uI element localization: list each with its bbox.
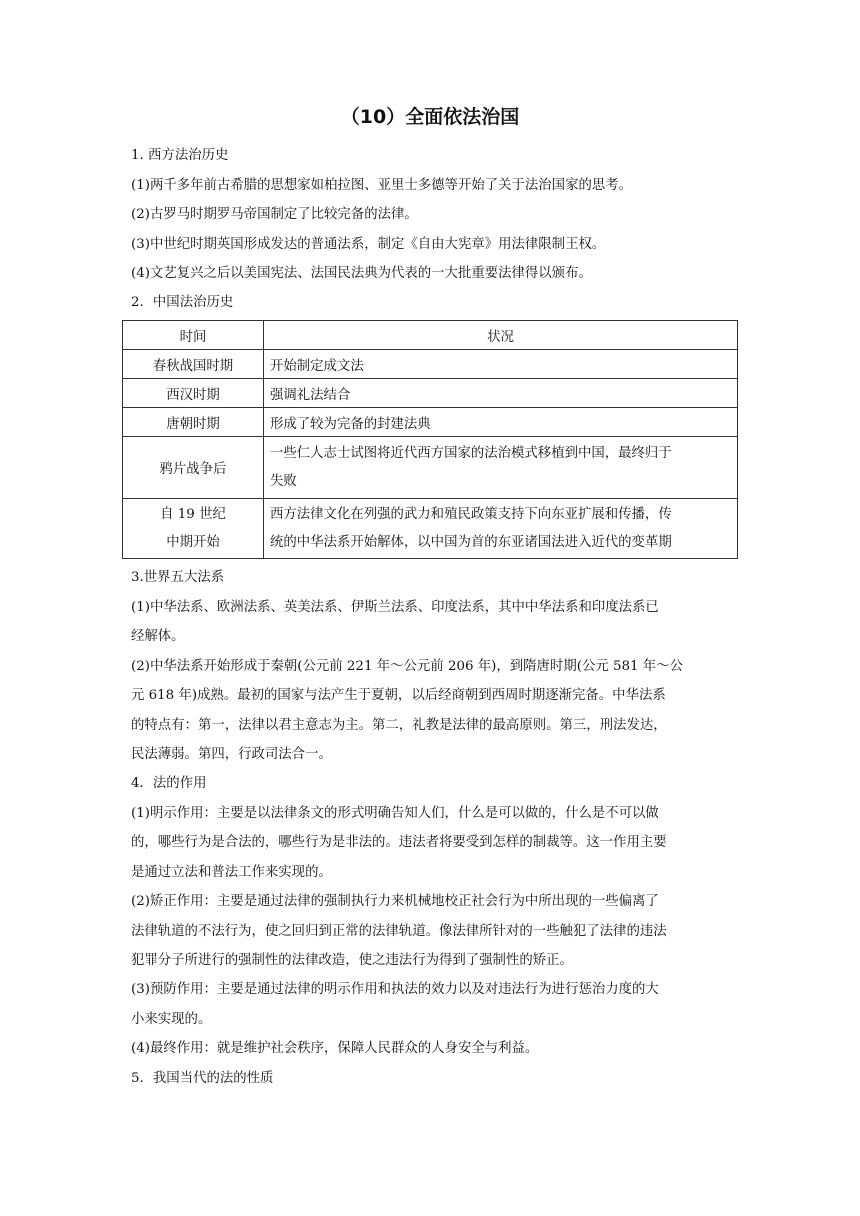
table-cell-time [123, 499, 264, 559]
section-4-line-9: (4)最终作用：就是维护社会秩序，保障人民群众的人身安全与利益。 [131, 1041, 539, 1056]
section-1-item-4: (4)文艺复兴之后以美国宪法、法国民法典为代表的一大批重要法律得以颁布。 [131, 266, 592, 281]
table-row [123, 408, 738, 437]
section-4-line-3: 是通过立法和普法工作来实现的。 [131, 865, 332, 880]
table-row [123, 437, 738, 499]
table-header-status: 状况 [264, 321, 738, 350]
section-1-item-2: (2)古罗马时期罗马帝国制定了比较完备的法律。 [131, 207, 418, 222]
section-3-line-3: (2)中华法系开始形成于秦朝(公元前 221 年～公元前 206 年)，到隋唐时期(公元 581 年～公 [131, 659, 683, 674]
table-cell-time: 春秋战国时期 [123, 350, 264, 379]
table-cell-status [264, 499, 738, 559]
table-header-time: 时间 [123, 321, 264, 350]
section-3-line-5: 的特点有：第一，法律以君主意志为主。第二，礼教是法律的最高原则。第三，刑法发达， [131, 718, 667, 733]
section-3-line-4: 元 618 年)成熟。最初的国家与法产生于夏朝，以后经商朝到西周时期逐渐完备。中华法系 [131, 688, 666, 703]
table-row [123, 350, 738, 379]
table-cell-status: 开始制定成文法 [264, 350, 738, 379]
table-cell-status [264, 437, 738, 499]
section-1-item-3: (3)中世纪时期英国形成发达的普通法系，制定《自由大宪章》用法律限制王权。 [131, 237, 606, 252]
section-4-line-7: (3)预防作用：主要是通过法律的明示作用和执法的效力以及对违法行为进行惩治力度的大 [131, 982, 659, 997]
table-cell-status-line: 西方法律文化在列强的武力和殖民政策支持下向东亚扩展和传播，传 [270, 506, 672, 522]
table-cell-status: 形成了较为完备的封建法典 [264, 408, 738, 437]
table-cell-time: 鸦片战争后 [123, 437, 264, 499]
table-cell-status-line: 一些仁人志士试图将近代西方国家的法治模式移植到中国，最终归于 [270, 445, 672, 461]
document-title: （10）全面依法治国 [340, 106, 520, 128]
table-cell-status: 强调礼法结合 [264, 379, 738, 408]
section-5-heading: 5．我国当代的法的性质 [131, 1071, 274, 1086]
section-1-heading: 1. 西方法治历史 [131, 148, 229, 163]
section-4-heading: 4．法的作用 [131, 776, 207, 791]
table-cell-status-line: 失败 [270, 473, 297, 489]
section-3-line-2: 经解体。 [131, 629, 185, 644]
section-3-line-6: 民法薄弱。第四，行政司法合一。 [131, 747, 332, 762]
table-row [123, 379, 738, 408]
section-4-line-6: 犯罪分子所进行的强制性的法律改造，使之违法行为得到了强制性的矫正。 [131, 953, 573, 968]
china-law-history-table [122, 320, 738, 559]
section-1-item-1: (1)两千多年前古希腊的思想家如柏拉图、亚里士多德等开始了关于法治国家的思考。 [131, 178, 633, 193]
table-cell-time: 西汉时期 [123, 379, 264, 408]
section-4-line-4: (2)矫正作用：主要是通过法律的强制执行力来机械地校正社会行为中所出现的一些偏离了 [131, 894, 659, 909]
section-4-line-1: (1)明示作用：主要是以法律条文的形式明确告知人们，什么是可以做的，什么是不可以做 [131, 806, 659, 821]
table-row [123, 499, 738, 559]
section-4-line-5: 法律轨道的不法行为，使之回归到正常的法律轨道。像法律所针对的一些触犯了法律的违法 [131, 924, 667, 939]
section-3-heading: 3.世界五大法系 [131, 570, 225, 585]
table-header-row [123, 321, 738, 350]
table-cell-time-line: 自 19 世纪 [160, 506, 226, 522]
section-4-line-2: 的，哪些行为是合法的，哪些行为是非法的。违法者将要受到怎样的制裁等。这一作用主要 [131, 835, 667, 850]
table-cell-time-line: 中期开始 [166, 534, 220, 550]
section-2-heading: 2．中国法治历史 [131, 295, 234, 310]
section-3-line-1: (1)中华法系、欧洲法系、英美法系、伊斯兰法系、印度法系，其中中华法系和印度法系已 [131, 600, 659, 615]
table-cell-status-line: 统的中华法系开始解体，以中国为首的东亚诸国法进入近代的变革期 [270, 534, 672, 550]
table-cell-time: 唐朝时期 [123, 408, 264, 437]
section-4-line-8: 小来实现的。 [131, 1012, 212, 1027]
